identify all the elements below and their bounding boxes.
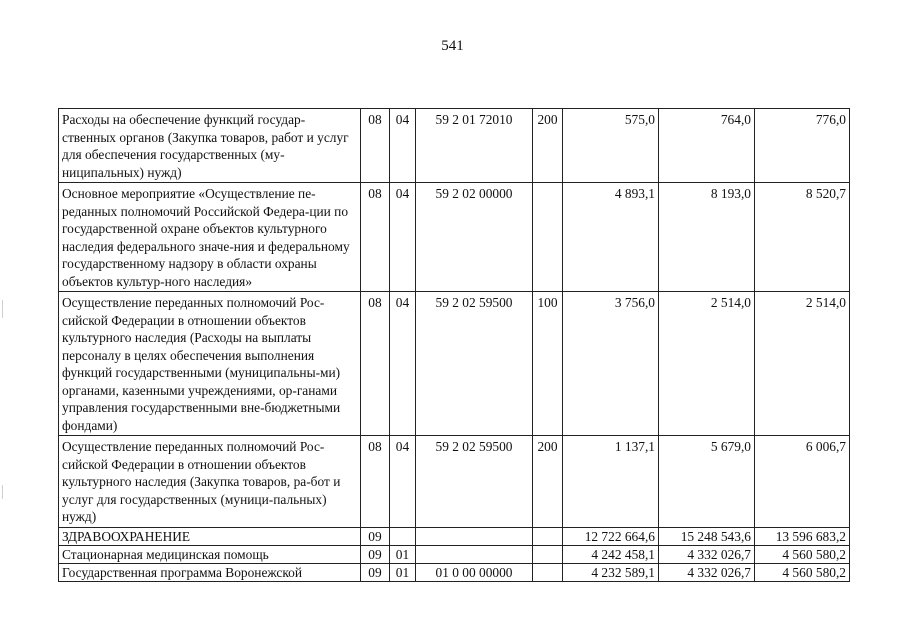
table-row [59, 292, 850, 436]
subsection-code-cell: 04 [390, 109, 416, 183]
target-article-cell [416, 527, 533, 545]
section-code-cell: 09 [361, 527, 390, 545]
table-row [59, 563, 850, 581]
expense-type-cell [533, 183, 563, 292]
page-number: 541 [441, 38, 464, 54]
expense-type-cell: 200 [533, 436, 563, 528]
expense-type-cell [533, 545, 563, 563]
row-name-cell: Осуществление переданных полномочий Рос-сийской Федерации в отношении объектов культурного наследия (Закупка товаров, ра-бот и услуг для государственных (муници-пальных) нужд) [59, 436, 361, 528]
amount-year3-cell: 776,0 [755, 109, 850, 183]
section-code-cell: 09 [361, 545, 390, 563]
amount-year1-cell: 3 756,0 [563, 292, 659, 436]
scan-edge-mark [2, 300, 3, 318]
table-row [59, 527, 850, 545]
amount-year2-cell: 8 193,0 [659, 183, 755, 292]
amount-year3-cell: 4 560 580,2 [755, 563, 850, 581]
amount-year1-cell: 12 722 664,6 [563, 527, 659, 545]
amount-year1-cell: 575,0 [563, 109, 659, 183]
amount-year1-cell: 4 232 589,1 [563, 563, 659, 581]
amount-year3-cell: 13 596 683,2 [755, 527, 850, 545]
section-code-cell: 08 [361, 183, 390, 292]
scan-edge-mark [2, 485, 3, 499]
amount-year2-cell: 15 248 543,6 [659, 527, 755, 545]
table-row [59, 436, 850, 528]
amount-year1-cell: 4 893,1 [563, 183, 659, 292]
amount-year2-cell: 5 679,0 [659, 436, 755, 528]
target-article-cell: 59 2 02 59500 [416, 292, 533, 436]
amount-year3-cell: 8 520,7 [755, 183, 850, 292]
subsection-code-cell [390, 527, 416, 545]
target-article-cell: 59 2 02 59500 [416, 436, 533, 528]
table-row [59, 545, 850, 563]
section-code-cell: 09 [361, 563, 390, 581]
table-body [59, 109, 850, 582]
row-name-cell: Стационарная медицинская помощь [59, 545, 361, 563]
row-name-cell: Расходы на обеспечение функций государ-ственных органов (Закупка товаров, работ и услуг для обеспечения государственных (му-ниципальных) нужд) [59, 109, 361, 183]
section-code-cell: 08 [361, 436, 390, 528]
table-row [59, 109, 850, 183]
section-code-cell: 08 [361, 109, 390, 183]
amount-year3-cell: 2 514,0 [755, 292, 850, 436]
amount-year3-cell: 4 560 580,2 [755, 545, 850, 563]
amount-year3-cell: 6 006,7 [755, 436, 850, 528]
row-name-cell: ЗДРАВООХРАНЕНИЕ [59, 527, 361, 545]
section-code-cell: 08 [361, 292, 390, 436]
amount-year2-cell: 764,0 [659, 109, 755, 183]
subsection-code-cell: 04 [390, 183, 416, 292]
amount-year2-cell: 2 514,0 [659, 292, 755, 436]
expense-type-cell: 100 [533, 292, 563, 436]
amount-year1-cell: 1 137,1 [563, 436, 659, 528]
target-article-cell: 59 2 01 72010 [416, 109, 533, 183]
expense-type-cell [533, 527, 563, 545]
row-name-cell: Основное мероприятие «Осуществление пе-реданных полномочий Российской Федера-ции по государственной охране объектов культурного наследия федерального значе-ния и федеральному государственному надзору в области охраны объектов культур-ного наследия» [59, 183, 361, 292]
amount-year2-cell: 4 332 026,7 [659, 545, 755, 563]
expense-type-cell: 200 [533, 109, 563, 183]
row-name-cell: Государственная программа Воронежской [59, 563, 361, 581]
target-article-cell: 01 0 00 00000 [416, 563, 533, 581]
amount-year1-cell: 4 242 458,1 [563, 545, 659, 563]
subsection-code-cell: 01 [390, 545, 416, 563]
amount-year2-cell: 4 332 026,7 [659, 563, 755, 581]
target-article-cell: 59 2 02 00000 [416, 183, 533, 292]
subsection-code-cell: 01 [390, 563, 416, 581]
row-name-cell: Осуществление переданных полномочий Рос-сийской Федерации в отношении объектов культурного наследия (Расходы на выплаты персоналу в целях обеспечения выполнения функций государственными (муниципальны-ми) органами, казенными учреждениями, ор-ганами управления государственными вне-бюджетными фондами) [59, 292, 361, 436]
expense-type-cell [533, 563, 563, 581]
target-article-cell [416, 545, 533, 563]
budget-table [58, 108, 850, 582]
table-row [59, 183, 850, 292]
subsection-code-cell: 04 [390, 436, 416, 528]
subsection-code-cell: 04 [390, 292, 416, 436]
